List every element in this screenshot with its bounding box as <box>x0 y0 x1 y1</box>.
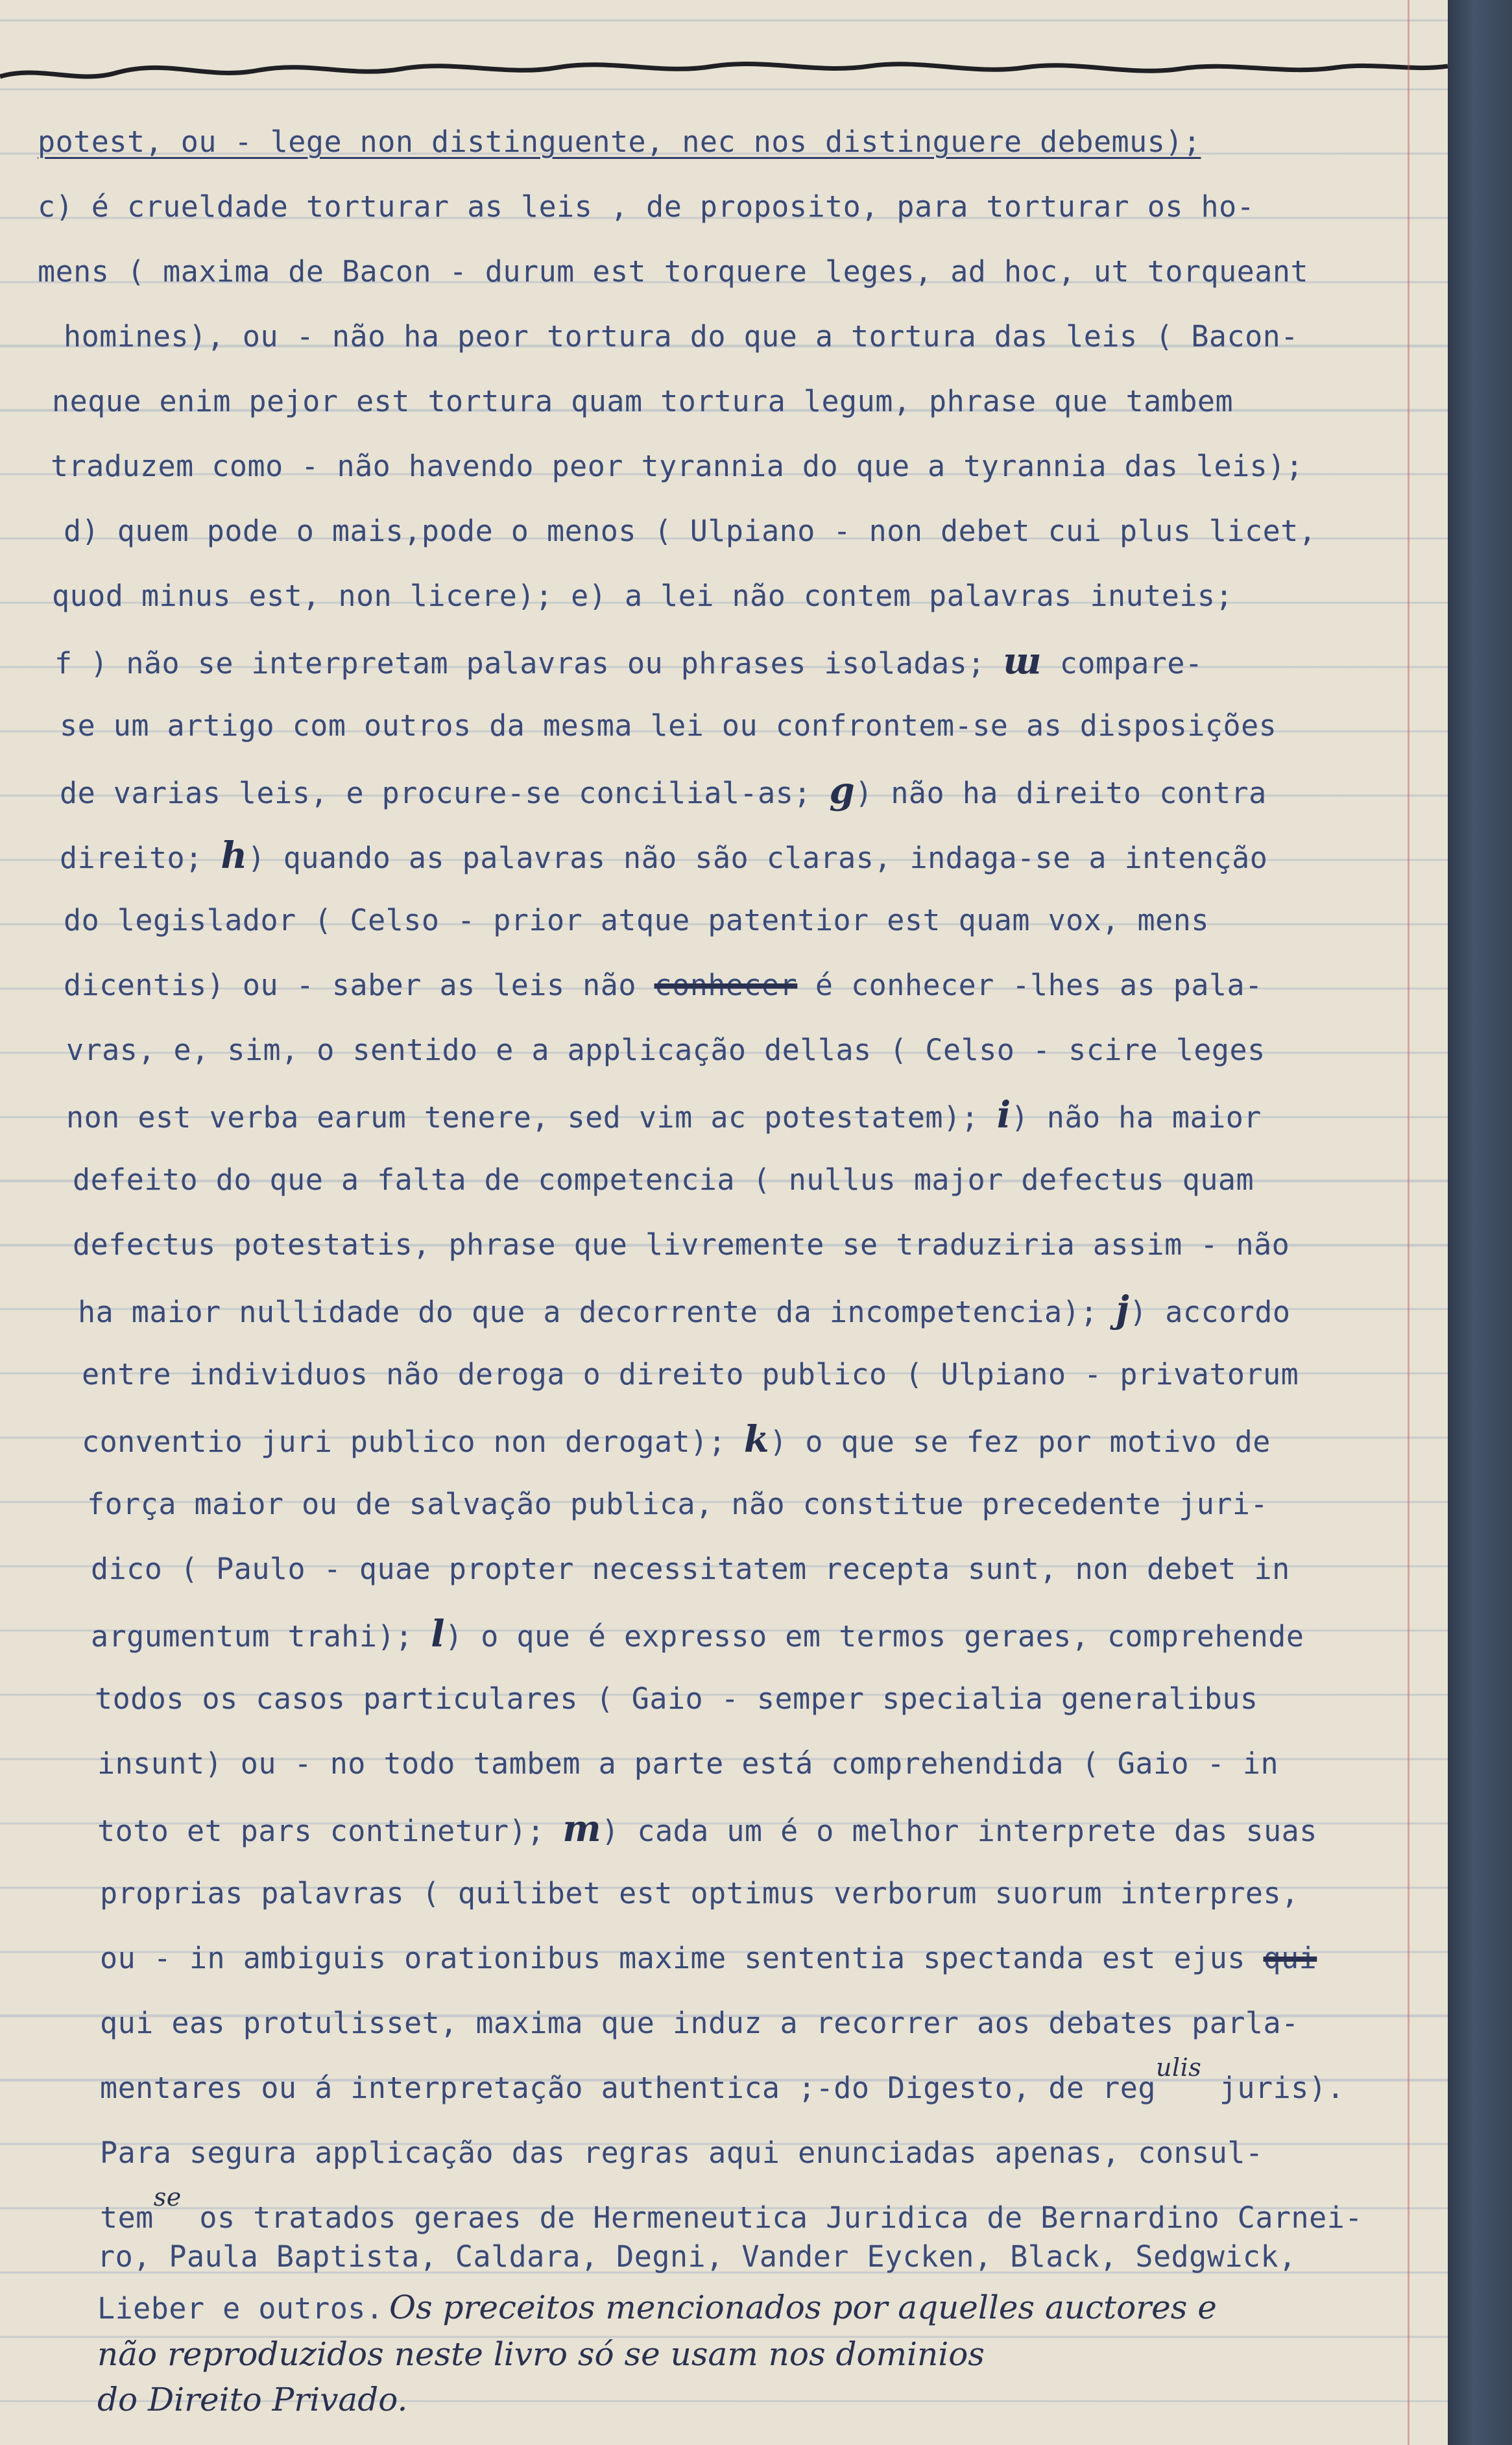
handwritten-letter: l <box>431 1613 446 1656</box>
text-line: quod minus est, non licere); e) a lei não contem palavras inuteis; <box>52 579 1234 613</box>
text-fragment: mentares ou á interpretação authentica ;-do Digesto, de reg <box>100 2071 1156 2105</box>
text-line: ro, Paula Baptista, Caldara, Degni, Vander Eycken, Black, Sedgwick, <box>97 2239 1297 2274</box>
text-line: c) é crueldade torturar as leis , de proposito, para torturar os ho- <box>38 189 1255 224</box>
handwritten-insertion: se <box>153 2183 182 2211</box>
handwritten-letter: m <box>562 1807 602 1850</box>
text-line <box>100 1940 1317 1977</box>
text-line: neque enim pejor est tortura quam tortura legum, phrase que tambem <box>52 384 1234 418</box>
text-line: d) quem pode o mais,pode o menos ( Ulpiano - non debet cui plus licet, <box>64 514 1317 548</box>
text-line <box>100 2183 1363 2238</box>
handwritten-note-line: do Direito Privado. <box>97 2381 408 2418</box>
binding-edge <box>1448 0 1512 2445</box>
text-line: proprias palavras ( quilibet est optimus verborum suorum interpres, <box>100 1876 1299 1910</box>
text-fragment: ) não ha maior <box>1011 1100 1262 1135</box>
text-fragment: ) o que se fez por motivo de <box>769 1425 1271 1459</box>
text-fragment: non est verba earum tenere, sed vim ac potestatem); <box>66 1100 979 1135</box>
text-line <box>60 769 1267 812</box>
text-line: força maior ou de salvação publica, não constitue precedente juri- <box>87 1487 1269 1521</box>
text-line: defeito do que a falta de competencia ( nullus major defectus quam <box>73 1162 1254 1197</box>
struck-word: conhecer <box>654 968 798 1002</box>
text-line: traduzem como - não havendo peor tyrannia do que a tyrannia das leis); <box>51 449 1304 483</box>
text-fragment: argumentum trahi); <box>91 1619 413 1654</box>
text-fragment: ) quando as palavras não são claras, indaga-se a intenção <box>247 841 1268 875</box>
handwritten-letter: g <box>829 769 856 812</box>
text-line: Para segura applicação das regras aqui enunciadas apenas, consul- <box>100 2136 1264 2170</box>
text-line <box>78 1288 1291 1331</box>
text-line: se um artigo com outros da mesma lei ou confrontem-se as disposições <box>60 708 1277 743</box>
text-fragment: juris). <box>1219 2071 1345 2105</box>
text-line <box>91 1615 1304 1656</box>
text-fragment: é conhecer -lhes as pala- <box>815 968 1263 1002</box>
text-line: todos os casos particulares ( Gaio - semper specialia generalibus <box>95 1681 1258 1716</box>
text-line: mens ( maxima de Bacon - durum est torquere leges, ad hoc, ut torqueant <box>38 254 1309 289</box>
text-line: homines), ou - não ha peor tortura do que a tortura das leis ( Bacon- <box>64 319 1299 354</box>
text-fragment: f ) não se interpretam palavras ou phrases isoladas; <box>54 646 985 681</box>
text-line: vras, e, sim, o sentido e a applicação dellas ( Celso - scire leges <box>66 1033 1266 1067</box>
text-fragment: ) não ha direito contra <box>855 776 1267 810</box>
text-fragment: tem <box>100 2200 154 2235</box>
text-line <box>64 967 1263 1004</box>
text-line <box>97 1807 1317 1850</box>
text-fragment: dicentis) ou - saber as leis não <box>64 968 636 1002</box>
text-line: dico ( Paulo - quae propter necessitatem recepta sunt, non debet in <box>91 1552 1290 1586</box>
latin-phrase: potest, ou - lege non distinguente, nec nos distinguere debemus); <box>38 125 1201 159</box>
text-line: entre individuos não deroga o direito publico ( Ulpiano - privatorum <box>82 1357 1299 1391</box>
handwritten-letter: i <box>996 1094 1011 1137</box>
text-fragment: ) cada um é o melhor interprete das suas <box>601 1814 1317 1848</box>
text-line <box>82 1418 1271 1461</box>
text-fragment: toto et pars continetur); <box>97 1814 545 1848</box>
text-line <box>54 642 1203 682</box>
text-fragment: de varias leis, e procure-se concilial-as; <box>60 776 811 810</box>
text-fragment: conventio juri publico non derogat); <box>82 1425 726 1459</box>
text-line: defectus potestatis, phrase que livremente se traduziria assim - não <box>73 1227 1290 1262</box>
torn-paper-edge <box>0 39 1448 97</box>
text-fragment: compare- <box>1059 646 1203 681</box>
text-fragment: direito; <box>60 841 203 875</box>
text-fragment: ou - in ambiguis orationibus maxime sententia spectanda est ejus <box>100 1941 1245 1975</box>
text-line: qui eas protulisset, maxima que induz a recorrer aos debates parla- <box>100 2006 1299 2040</box>
text-fragment: ha maior nullidade do que a decorrente da incompetencia); <box>78 1295 1098 1329</box>
handwritten-note-line: não reproduzidos neste livro só se usam nos dominios <box>97 2335 985 2373</box>
text-line: insunt) ou - no todo tambem a parte está comprehendida ( Gaio - in <box>97 1746 1279 1781</box>
handwritten-letter: k <box>743 1418 770 1461</box>
text-fragment: ) accordo <box>1129 1295 1291 1329</box>
text-line <box>66 1096 1262 1137</box>
handwritten-letter: j <box>1116 1288 1130 1331</box>
text-line <box>60 834 1268 877</box>
text-line <box>38 123 1201 161</box>
handwritten-note-line: Os preceitos mencionados por aquelles auctores e <box>389 2289 1217 2326</box>
margin-rule <box>1408 0 1410 2445</box>
text-fragment: ) o que é expresso em termos geraes, comprehende <box>445 1619 1304 1654</box>
text-line: do legislador ( Celso - prior atque patentior est quam vox, mens <box>64 903 1209 937</box>
handwritten-letter: h <box>221 834 248 877</box>
text-line: Lieber e outros. <box>97 2291 384 2326</box>
struck-word: qui <box>1263 1941 1317 1975</box>
text-line <box>100 2053 1345 2108</box>
text-fragment: os tratados geraes de Hermeneutica Juridica de Bernardino Carnei- <box>199 2200 1363 2235</box>
handwritten-insertion: ulis <box>1155 2053 1202 2082</box>
struck-letter: ɯ <box>1003 640 1042 682</box>
